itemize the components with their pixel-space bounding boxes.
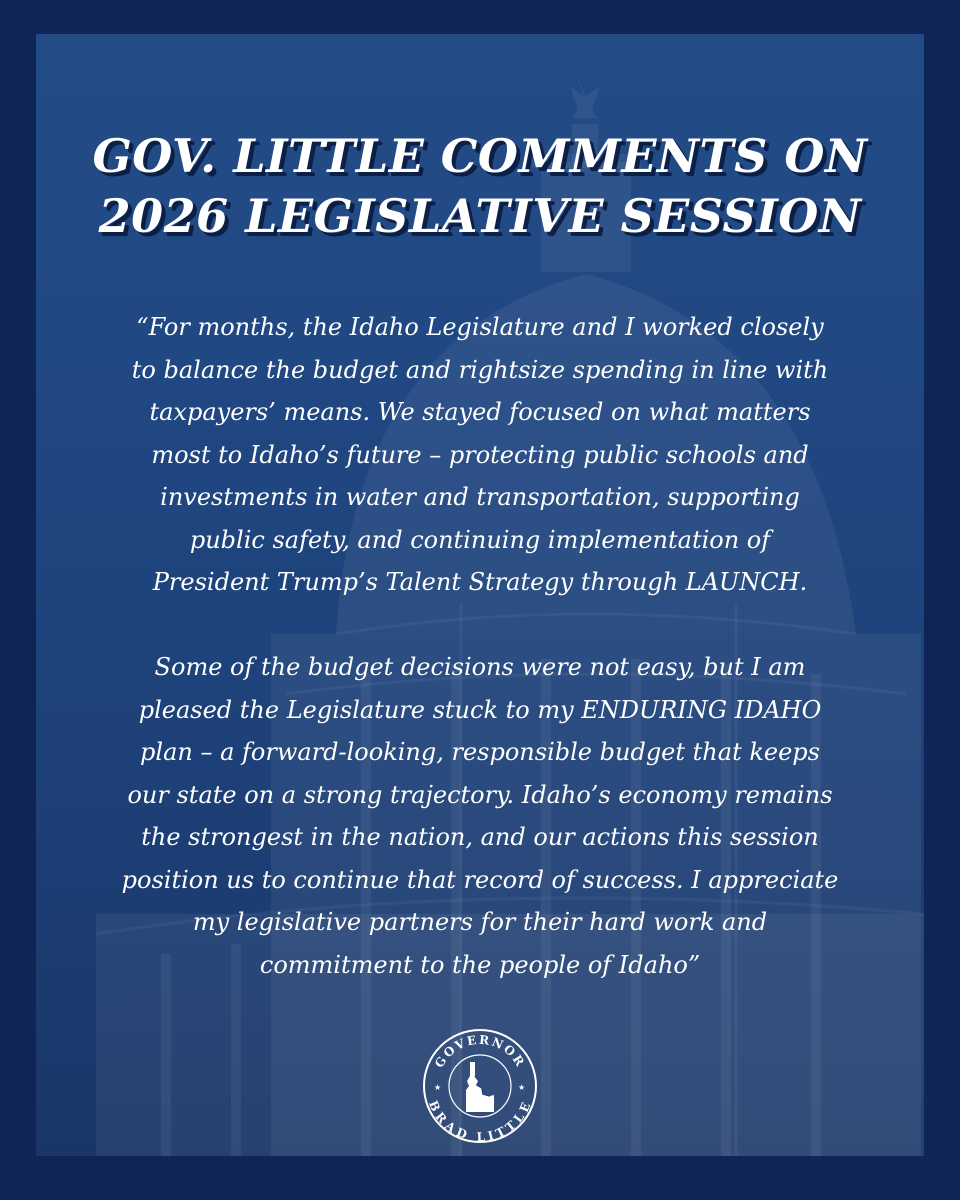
quote-line: “For months, the Idaho Legislature and I worked closely bbox=[136, 313, 824, 341]
svg-text:GOVERNOR bbox=[432, 1033, 528, 1071]
headline-line: GOV. LITTLE COMMENTS ON bbox=[92, 129, 868, 183]
quote-line: public safety, and continuing implementation of bbox=[189, 525, 771, 554]
quote-line: most to Idaho’s future – protecting public schools and bbox=[151, 440, 809, 469]
quote-line: to balance the budget and rightsize spending in line with bbox=[131, 355, 829, 384]
governor-seal-logo bbox=[420, 1026, 540, 1146]
governor-quote bbox=[76, 306, 884, 986]
headline-line: 2026 LEGISLATIVE SESSION bbox=[98, 189, 862, 243]
quote-line: our state on a strong trajectory. Idaho’s economy remains bbox=[127, 780, 833, 809]
seal-star-icon: ★ bbox=[434, 1083, 442, 1092]
photo-panel bbox=[36, 34, 924, 1156]
quote-line: commitment to the people of Idaho” bbox=[259, 950, 701, 979]
quote-line: investments in water and transportation, supporting bbox=[160, 483, 800, 511]
quote-line: pleased the Legislature stuck to my ENDURING IDAHO bbox=[138, 695, 822, 724]
quote-line: position us to continue that record of success. I appreciate bbox=[121, 865, 839, 894]
content-layer bbox=[36, 34, 924, 1156]
seal-top-text: GOVERNOR bbox=[432, 1032, 528, 1071]
quote-line: President Trump’s Talent Strategy through LAUNCH. bbox=[152, 568, 808, 596]
paragraph-gap bbox=[76, 604, 884, 647]
seal-star-icon: ★ bbox=[518, 1083, 526, 1092]
quote-line: taxpayers’ means. We stayed focused on what matters bbox=[149, 398, 811, 426]
seal-bottom-text: BRAD LITTLE bbox=[426, 1098, 534, 1144]
quote-line: my legislative partners for their hard work and bbox=[192, 908, 768, 936]
quote-line: plan – a forward-looking, responsible budget that keeps bbox=[140, 738, 820, 766]
headline bbox=[36, 126, 924, 246]
quote-line: Some of the budget decisions were not easy, but I am bbox=[154, 653, 806, 681]
quote-line: the strongest in the nation, and our actions this session bbox=[141, 823, 819, 851]
